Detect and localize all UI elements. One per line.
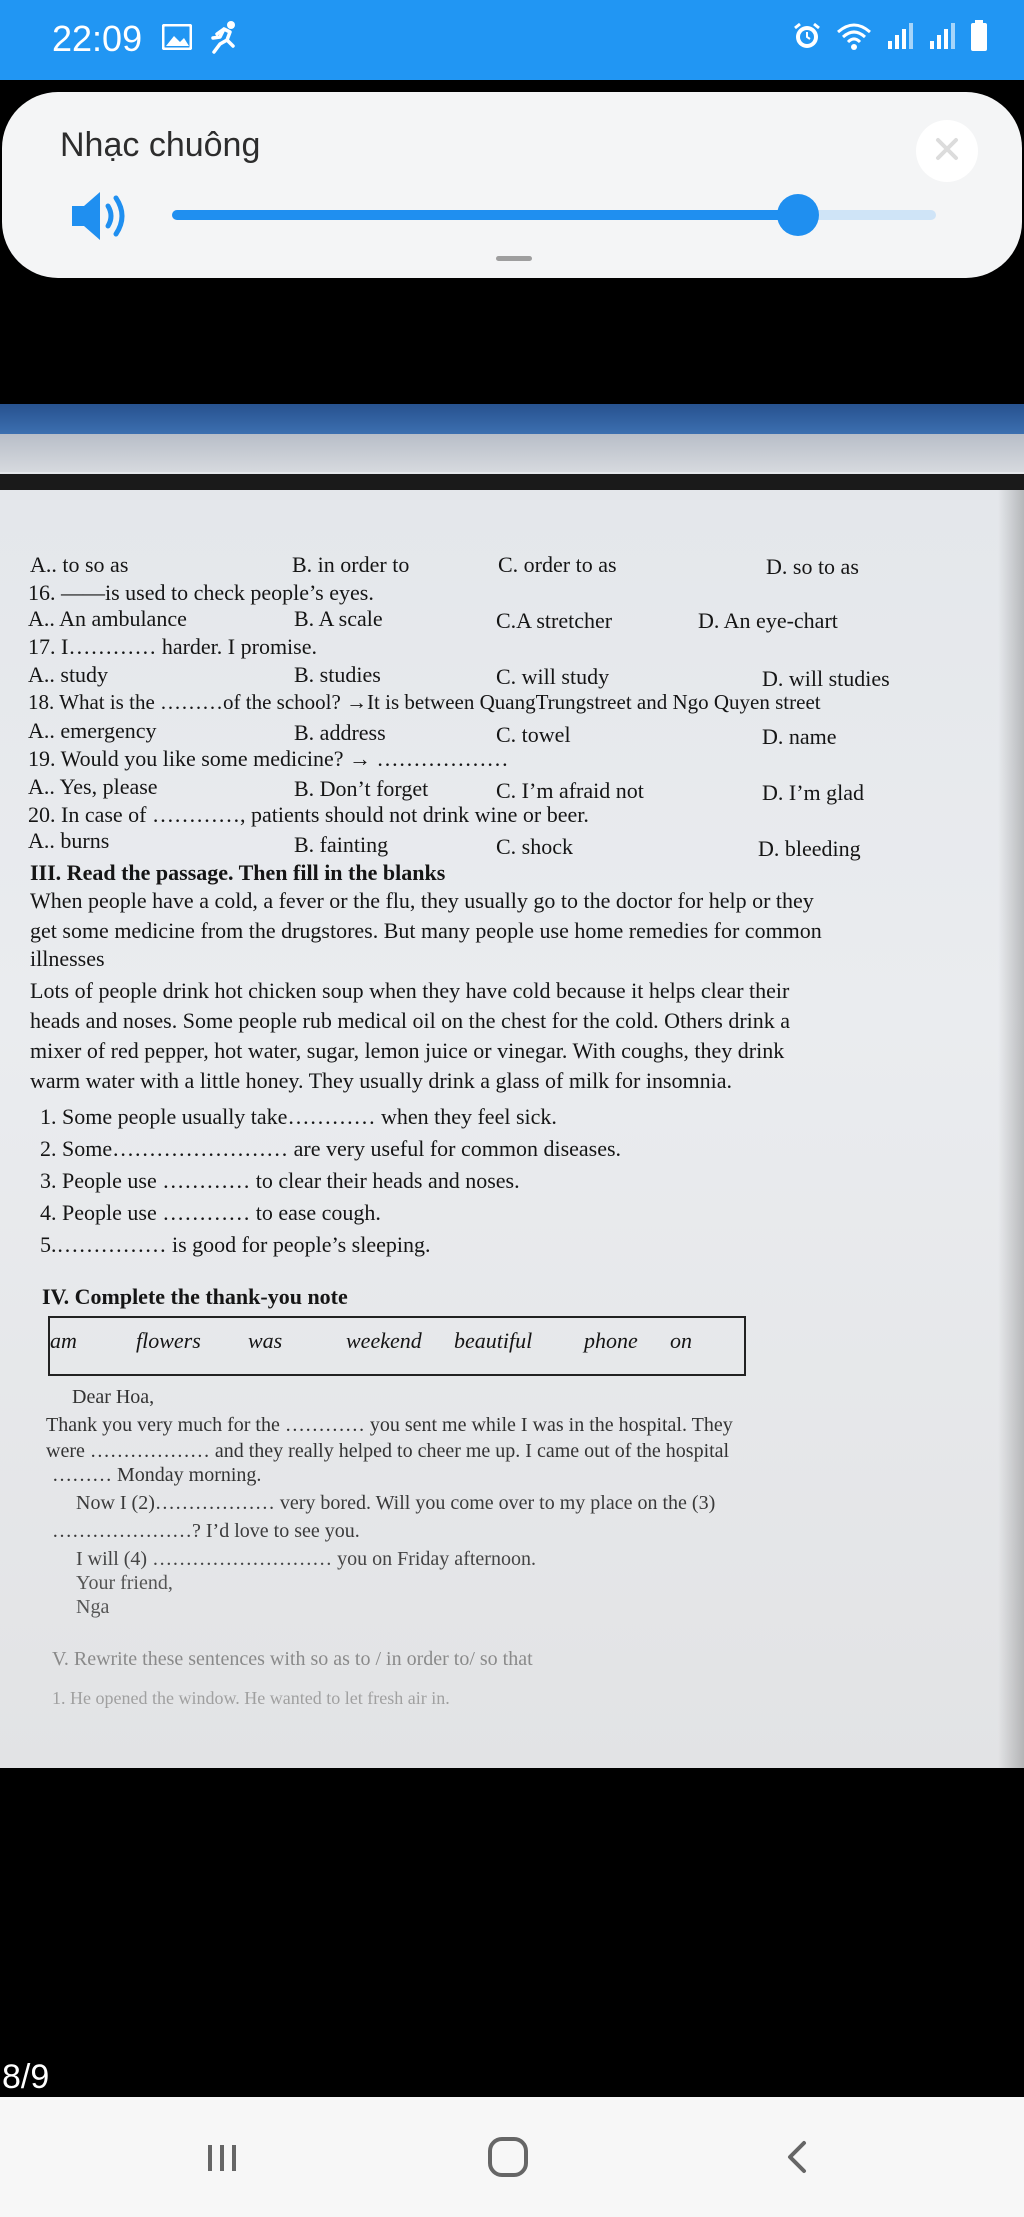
option-text: A.. study (28, 662, 109, 687)
passage-line: get some medicine from the drugstores. But many people use home remedies for common (30, 918, 822, 943)
option-text: C. shock (496, 834, 573, 859)
close-button[interactable] (916, 120, 978, 182)
option-text: A.. to so as (30, 552, 129, 577)
volume-speaker-icon[interactable] (68, 188, 134, 249)
passage-line: warm water with a little honey. They usually drink a glass of milk for insomnia. (30, 1068, 733, 1093)
option-text: D. will studies (762, 666, 890, 691)
word-item: phone (584, 1328, 638, 1353)
question-text: 18. What is the ………of the school? →It is between QuangTrungstreet and Ngo Quyen street (28, 690, 821, 714)
letter-line: Now I (2)……………… very bored. Will you come over to my place on the (3) (76, 1492, 716, 1514)
option-text: B. fainting (294, 832, 389, 857)
gallery-icon (162, 24, 192, 55)
exercise-item: 1. He opened the window. He wanted to let fresh air in. (52, 1688, 450, 1708)
panel-handle[interactable] (496, 256, 532, 261)
recent-apps-icon (202, 2137, 242, 2182)
option-text: D. I’m glad (762, 780, 865, 805)
option-text: B. studies (294, 662, 381, 687)
option-text: A.. emergency (28, 718, 157, 743)
question-text: 17. I………… harder. I promise. (28, 634, 317, 659)
option-text: C. towel (496, 722, 571, 747)
word-item: am (50, 1328, 77, 1353)
word-box (48, 1316, 746, 1376)
photo-viewer-image[interactable] (0, 404, 1024, 1768)
passage-line: Lots of people drink hot chicken soup when they have cold because it helps clear their (30, 978, 790, 1003)
option-text: C. I’m afraid not (496, 778, 644, 803)
signal-icon (886, 21, 914, 56)
back-button[interactable] (768, 2129, 828, 2189)
passage-line: mixer of red pepper, hot water, sugar, lemon juice or vinegar. With coughs, they drink (30, 1038, 785, 1063)
option-text: A.. burns (28, 828, 110, 853)
navigation-bar (0, 2097, 1024, 2217)
option-text: C.A stretcher (496, 608, 613, 633)
word-item: flowers (136, 1328, 201, 1353)
home-button[interactable] (478, 2129, 538, 2189)
wifi-icon (836, 21, 872, 56)
letter-line: ……… Monday morning. (52, 1464, 262, 1486)
passage-line: When people have a cold, a fever or the flu, they usually go to the doctor for help or they (30, 888, 814, 913)
close-icon (932, 134, 962, 169)
letter-line: Your friend, (76, 1572, 173, 1594)
letter-line: Thank you very much for the ………… you sent me while I was in the hospital. They (46, 1414, 733, 1436)
option-text: D. so to as (766, 554, 859, 579)
status-time: 22:09 (52, 18, 143, 59)
option-text: A.. Yes, please (28, 774, 158, 799)
page-counter: 8/9 (2, 2058, 50, 2096)
recent-apps-button[interactable] (192, 2129, 252, 2189)
word-item: was (248, 1328, 283, 1353)
word-item: beautiful (454, 1328, 533, 1353)
running-icon (208, 20, 242, 59)
alarm-icon (792, 21, 822, 56)
question-text: 16. ——is used to check people’s eyes. (28, 580, 374, 605)
volume-panel (2, 92, 1022, 278)
option-text: B. address (294, 720, 386, 745)
option-text: D. bleeding (758, 836, 861, 861)
option-text: A.. An ambulance (28, 606, 187, 631)
exercise-item: 4. People use ………… to ease cough. (40, 1200, 381, 1225)
exercise-item: 2. Some…………………… are very useful for common diseases. (40, 1136, 622, 1161)
worksheet (0, 404, 1024, 1768)
exercise-item: 3. People use ………… to clear their heads and noses. (40, 1168, 520, 1193)
home-icon (484, 2133, 532, 2186)
passage-line: heads and noses. Some people rub medical oil on the chest for the cold. Others drink a (30, 1008, 791, 1033)
word-item: weekend (346, 1328, 422, 1353)
letter-line: Dear Hoa, (72, 1386, 155, 1408)
section-heading: IV. Complete the thank-you note (42, 1284, 348, 1309)
section-heading: III. Read the passage. Then fill in the blanks (30, 860, 446, 885)
letter-line: Nga (76, 1596, 110, 1618)
question-text: 20. In case of …………, patients should not drink wine or beer. (28, 802, 589, 827)
passage-line: illnesses (30, 946, 105, 971)
volume-slider-thumb[interactable] (777, 194, 819, 236)
option-text: B. Don’t forget (294, 776, 429, 801)
volume-title: Nhạc chuông (60, 126, 261, 164)
option-text: B. A scale (294, 606, 383, 631)
section-heading: V. Rewrite these sentences with so as to / in order to/ so that (52, 1648, 533, 1670)
volume-slider[interactable] (172, 210, 936, 220)
exercise-item: 1. Some people usually take………… when they feel sick. (40, 1104, 557, 1129)
option-text: C. will study (496, 664, 610, 689)
letter-line: were ……………… and they really helped to cheer me up. I came out of the hospital (46, 1440, 730, 1462)
signal-icon (928, 21, 956, 56)
question-text: 19. Would you like some medicine? → ……………… (28, 746, 509, 771)
volume-slider-fill (172, 210, 798, 220)
option-text: D. name (762, 724, 837, 749)
letter-line: I will (4) ……………………… you on Friday afternoon. (76, 1548, 536, 1570)
option-text: B. in order to (292, 552, 410, 577)
back-icon (778, 2137, 818, 2182)
option-text: C. order to as (498, 552, 617, 577)
photo-edge-shadow (998, 490, 1024, 1768)
exercise-item: 5.…………… is good for people’s sleeping. (40, 1232, 431, 1257)
letter-line: …………………? I’d love to see you. (52, 1520, 360, 1542)
status-bar (0, 0, 1024, 80)
word-item: on (670, 1328, 692, 1353)
option-text: D. An eye-chart (698, 608, 838, 633)
battery-icon (970, 20, 988, 57)
